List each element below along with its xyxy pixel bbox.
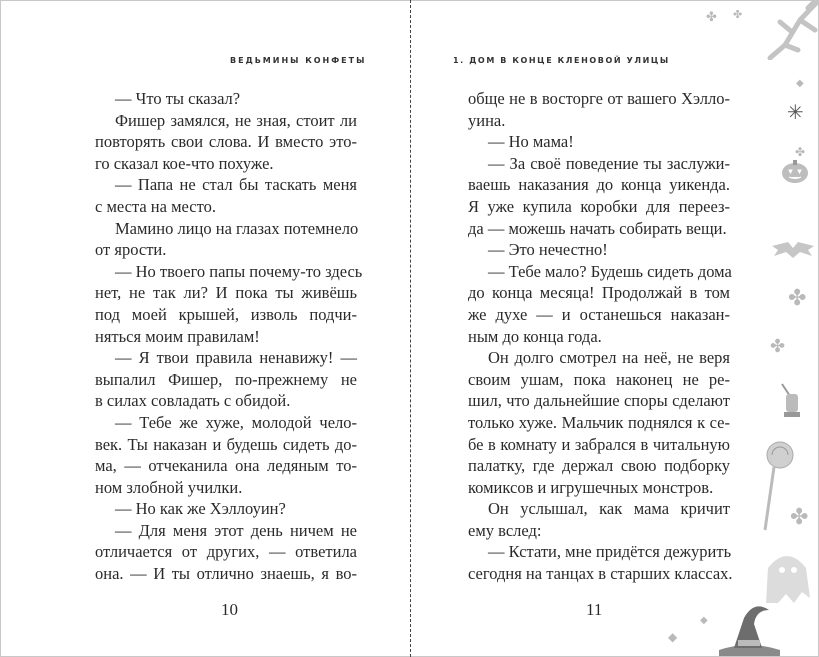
text-line: ном злобной училки. (95, 477, 243, 497)
tree-branch-icon (740, 0, 819, 60)
text-line: ным до конца года. (468, 326, 602, 346)
left-page-text (95, 88, 363, 585)
text-line: — Я твои правила ненавижу! — (115, 348, 357, 368)
text-line: — Но мама! (488, 132, 574, 152)
lantern-icon (776, 380, 806, 424)
text-line: палатку, где держал свою подборку (468, 456, 730, 476)
text-line: комиксов и игрушечных монстров. (468, 477, 714, 497)
text-line: ма, — отчеканила она ледяным то- (95, 456, 357, 476)
ghost-icon (758, 548, 816, 606)
text-line: Я уже купила коробки для переез- (468, 196, 730, 216)
text-line: — Но как же Хэллоуин? (115, 499, 286, 519)
text-line: отличается от других, — ответила (95, 542, 357, 562)
text-line: в силах совладать с обидой. (95, 391, 291, 411)
text-line: — Папа не стал бы таскать меня (115, 175, 357, 195)
text-line: шил, что дальнейшие споры сделают (468, 391, 730, 411)
text-line: Фишер замялся, не зная, стоит ли (115, 110, 357, 130)
text-line: уина. (468, 110, 506, 130)
text-line: го сказал кое-что похуже. (95, 153, 274, 173)
page-number-right: 11 (586, 600, 603, 619)
text-line: — Но твоего папы почему-то здесь (115, 261, 363, 281)
text-line: да — можешь начать собирать вещи. (468, 218, 727, 238)
text-line: только хуже. Мальчик поднялся к се- (468, 412, 730, 432)
text-line: — Тебе мало? Будешь сидеть дома (488, 261, 732, 281)
maple-leaf-icon: ✤ (770, 336, 786, 357)
text-line: — За своё поведение ты заслужи- (488, 153, 730, 173)
maple-leaf-icon: ✤ (790, 505, 809, 530)
candy-icon: ◆ (796, 78, 804, 89)
spider-icon: ✳ (787, 100, 804, 124)
running-head-left: ВЕДЬМИНЫ КОНФЕТЫ (230, 56, 367, 65)
text-line: до конца месяца! Продолжай в том (468, 283, 730, 303)
text-line: нет, не так ли? И пока ты живёшь (95, 283, 357, 303)
maple-leaf-icon: ✤ (788, 286, 807, 311)
text-line: с места на место. (95, 196, 216, 216)
text-line: — Кстати, мне придётся дежурить (488, 542, 732, 562)
text-line: — Что ты сказал? (115, 89, 241, 108)
text-line: ему вслед: (468, 520, 542, 540)
text-line: же духе — и останешься наказан- (468, 304, 730, 324)
text-line: бе в комнату и забрался в читальную (468, 434, 730, 454)
page-number-left: 10 (221, 600, 238, 619)
text-line: своим ушам, пока наконец не ре- (468, 369, 730, 389)
spine-divider (410, 0, 411, 657)
text-line: выпалил Фишер, по-прежнему не (95, 369, 357, 389)
text-line: повторять свои слова. И вместо это- (95, 132, 357, 152)
text-line: Он долго смотрел на неё, не веря (488, 348, 730, 368)
candy-icon: ◆ (668, 630, 678, 644)
text-line: Он услышал, как мама кричит (488, 499, 730, 519)
text-line: век. Ты наказан и будешь сидеть до- (95, 434, 357, 454)
text-line: ваешь наказания до конца уикенда. (468, 175, 730, 195)
maple-leaf-icon: ✤ (706, 10, 717, 25)
bat-icon (770, 240, 816, 260)
text-line: сегодня на танцах в старших классах. (468, 564, 733, 584)
witch-hat-icon (714, 600, 784, 657)
text-line: от ярости. (95, 240, 167, 260)
maple-leaf-icon: ✤ (795, 145, 806, 159)
text-line: она. — И ты отлично знаешь, я во- (95, 564, 357, 584)
pumpkin-icon (780, 158, 810, 184)
text-line: — Тебе же хуже, молодой чело- (115, 412, 357, 432)
text-line: — Для меня этот день ничем не (115, 520, 357, 540)
text-line: обще не в восторге от вашего Хэлло- (468, 89, 730, 108)
right-page-text (468, 88, 733, 585)
text-line: няться моим правилам! (95, 326, 260, 346)
candy-icon: ◆ (700, 615, 708, 626)
maple-leaf-icon: ✤ (733, 8, 743, 21)
text-line: Мамино лицо на глазах потемнело (115, 218, 359, 238)
running-head-right: 1. ДОМ В КОНЦЕ КЛЕНОВОЙ УЛИЦЫ (453, 56, 670, 65)
text-line: под моей крышей, изволь подчи- (95, 304, 357, 324)
text-line: — Это нечестно! (488, 240, 608, 260)
